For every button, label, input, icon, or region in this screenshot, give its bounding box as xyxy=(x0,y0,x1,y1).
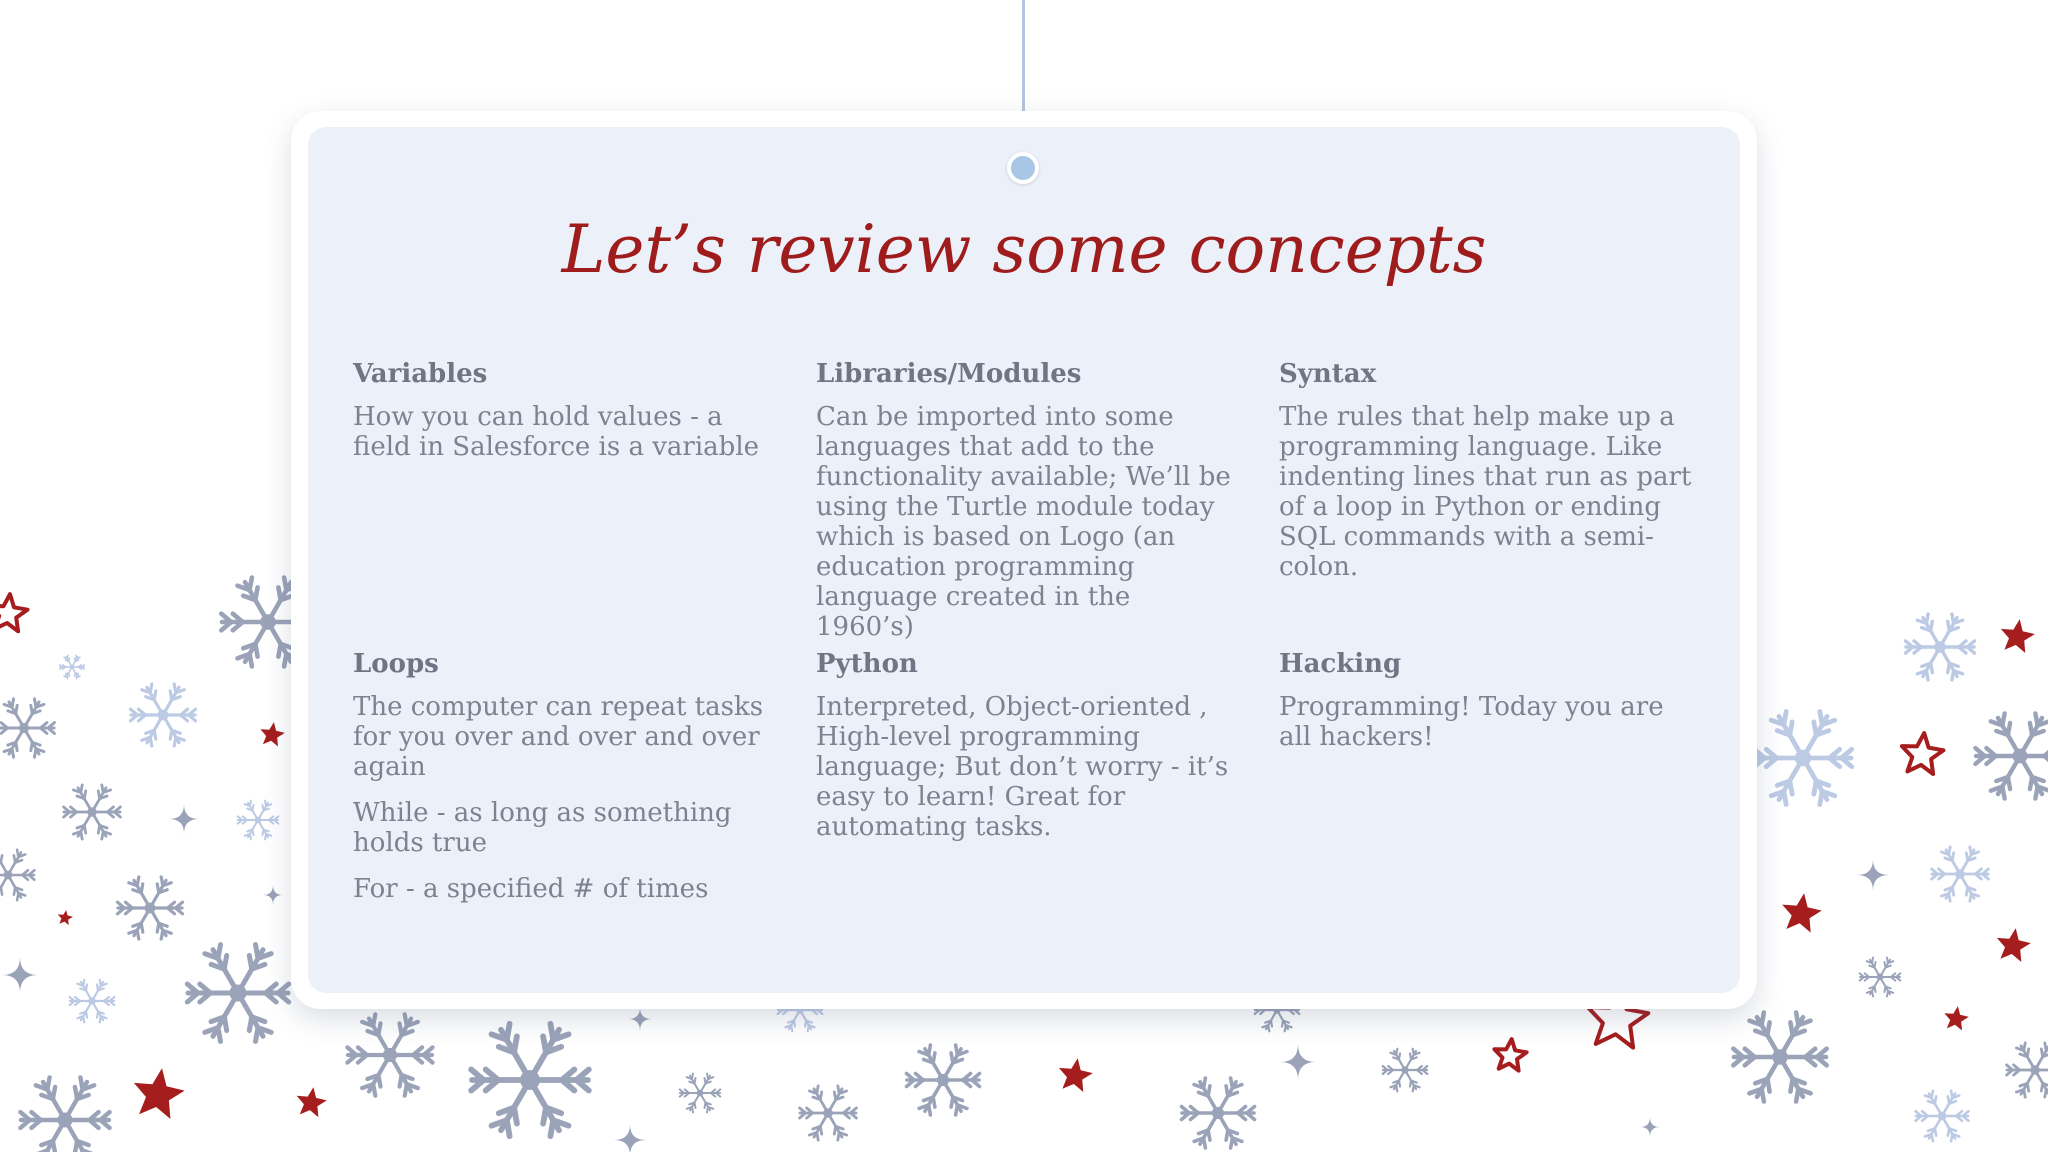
snowflake-icon xyxy=(0,850,34,900)
concept-text: Interpreted, Object-oriented , High-level programming language; But don’t worry - it’s easy to learn! Great for automating tasks. xyxy=(816,692,1229,842)
snowflake-icon xyxy=(0,699,54,757)
concept-heading: Hacking xyxy=(1279,649,1402,679)
snowflake-icon xyxy=(131,684,196,746)
sparkle-icon xyxy=(263,885,283,905)
snowflake-icon xyxy=(1932,847,1989,901)
sparkle-icon xyxy=(1280,1044,1316,1080)
snowflake-icon xyxy=(20,1077,109,1152)
concept-text-while: While - as long as something holds true xyxy=(353,798,732,858)
snowflake-icon xyxy=(1916,1091,1969,1141)
snowflake-icon xyxy=(1182,1078,1255,1148)
concept-variables xyxy=(353,357,773,462)
concept-hacking xyxy=(1279,647,1699,752)
sparkle-icon xyxy=(1857,859,1889,891)
concept-text: The rules that help make up a programming language. Like indenting lines that run as part of a loop in Python or ending SQL commands with a semi-colon. xyxy=(1279,402,1692,582)
sparkle-icon xyxy=(2,957,38,993)
concept-heading: Libraries/Modules xyxy=(816,359,1082,389)
concept-syntax xyxy=(1279,357,1699,582)
snowflake-icon xyxy=(64,785,121,839)
concept-heading: Variables xyxy=(353,359,488,389)
sparkle-icon xyxy=(628,1007,652,1031)
snowflake-icon xyxy=(1906,614,1975,680)
concept-text: Programming! Today you are all hackers! xyxy=(1279,692,1664,752)
snowflake-icon xyxy=(347,1014,432,1095)
snowflake-icon xyxy=(1733,1013,1826,1102)
sparkle-icon xyxy=(169,804,199,834)
star-icon xyxy=(297,1087,327,1117)
snowflake-icon xyxy=(800,1086,857,1140)
outline-star-icon xyxy=(1902,733,1944,774)
concept-text: The computer can repeat tasks for you over and over and over again xyxy=(353,692,764,782)
concept-text: How you can hold values - a field in Salesforce is a variable xyxy=(353,402,760,462)
snowflake-icon xyxy=(2007,1043,2048,1097)
concept-text-for: For - a specified # of times xyxy=(353,874,709,904)
snowflake-icon xyxy=(680,1074,721,1113)
star-icon xyxy=(1944,1006,1968,1030)
sparkle-icon xyxy=(614,1124,646,1152)
concept-text: Can be imported into some languages that add to the functionality available; We’ll be using the Turtle module today which is based on Logo (an education programming language created in the 1960’s) xyxy=(816,402,1231,642)
sparkle-icon xyxy=(1640,1117,1660,1137)
snowflake-icon xyxy=(907,1045,980,1115)
snowflake-icon xyxy=(238,801,279,840)
star-icon xyxy=(2001,619,2035,653)
star-icon xyxy=(1059,1058,1093,1092)
star-icon xyxy=(260,722,284,746)
slide-title: Let’s review some concepts xyxy=(561,211,1487,288)
concept-heading: Loops xyxy=(353,649,439,679)
concept-loops xyxy=(353,647,773,904)
snowflake-icon xyxy=(1860,958,1901,997)
snowflake-icon xyxy=(471,1024,589,1136)
pin-icon xyxy=(1007,152,1039,184)
concept-libraries-modules xyxy=(816,357,1236,642)
concept-heading: Python xyxy=(816,649,918,679)
star-icon xyxy=(134,1068,185,1119)
concept-heading: Syntax xyxy=(1279,359,1377,389)
snowflake-icon xyxy=(1383,1049,1428,1092)
snowflake-icon xyxy=(70,980,115,1023)
outline-star-icon xyxy=(1494,1039,1526,1071)
snowflake-icon xyxy=(1975,713,2048,798)
snowflake-icon xyxy=(187,945,288,1042)
star-icon xyxy=(58,910,73,925)
concept-python xyxy=(816,647,1236,842)
star-icon xyxy=(1997,928,2031,962)
snowflake-icon xyxy=(1754,712,1851,805)
snowflake-icon xyxy=(60,655,84,678)
outline-star-icon xyxy=(0,594,27,631)
star-icon xyxy=(1782,893,1822,932)
snowflake-icon xyxy=(118,877,183,939)
